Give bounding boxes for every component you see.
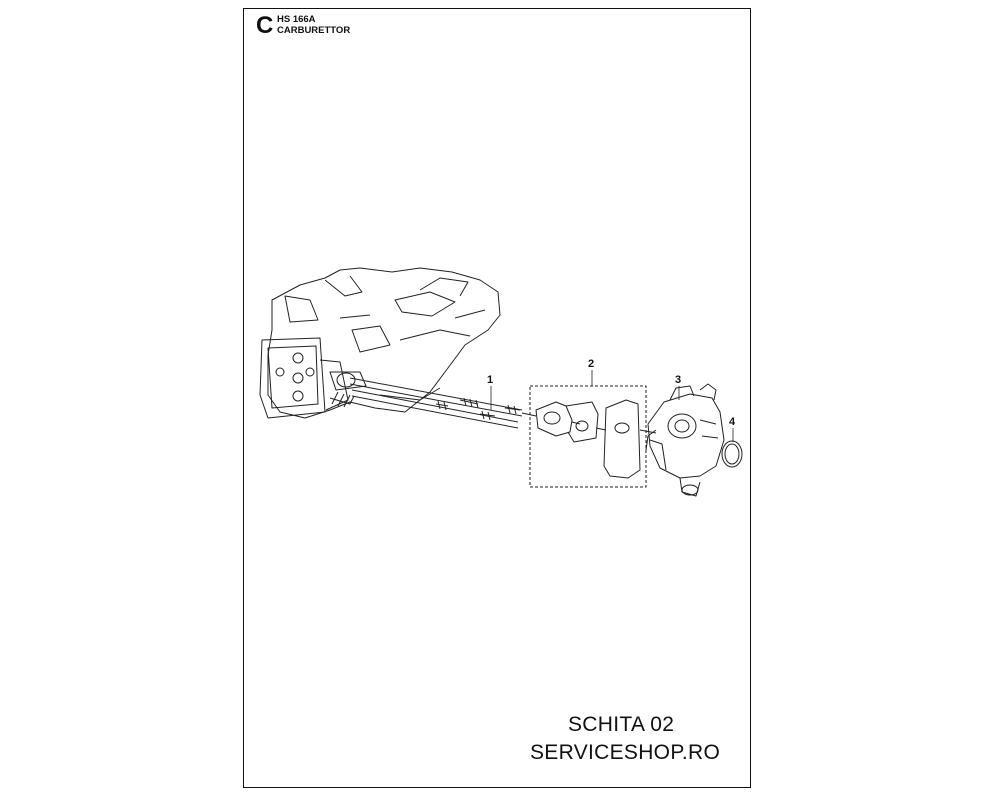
gasket-illustration xyxy=(522,400,656,478)
footer-schema-label: SCHITA 02 xyxy=(568,713,675,736)
section-letter: C xyxy=(256,12,274,39)
diagram-title: CARBURETTOR xyxy=(277,25,351,36)
o-ring-illustration xyxy=(722,441,742,467)
carburettor-illustration xyxy=(646,384,724,496)
callout-3: 3 xyxy=(675,374,682,386)
callout-4: 4 xyxy=(729,416,736,428)
callout-1: 1 xyxy=(487,374,494,386)
callout-2: 2 xyxy=(588,358,595,370)
model-label: HS 166A xyxy=(277,14,316,25)
footer-site-label: SERVICESHOP.RO xyxy=(530,741,721,764)
stud-bolts-illustration xyxy=(350,378,522,428)
